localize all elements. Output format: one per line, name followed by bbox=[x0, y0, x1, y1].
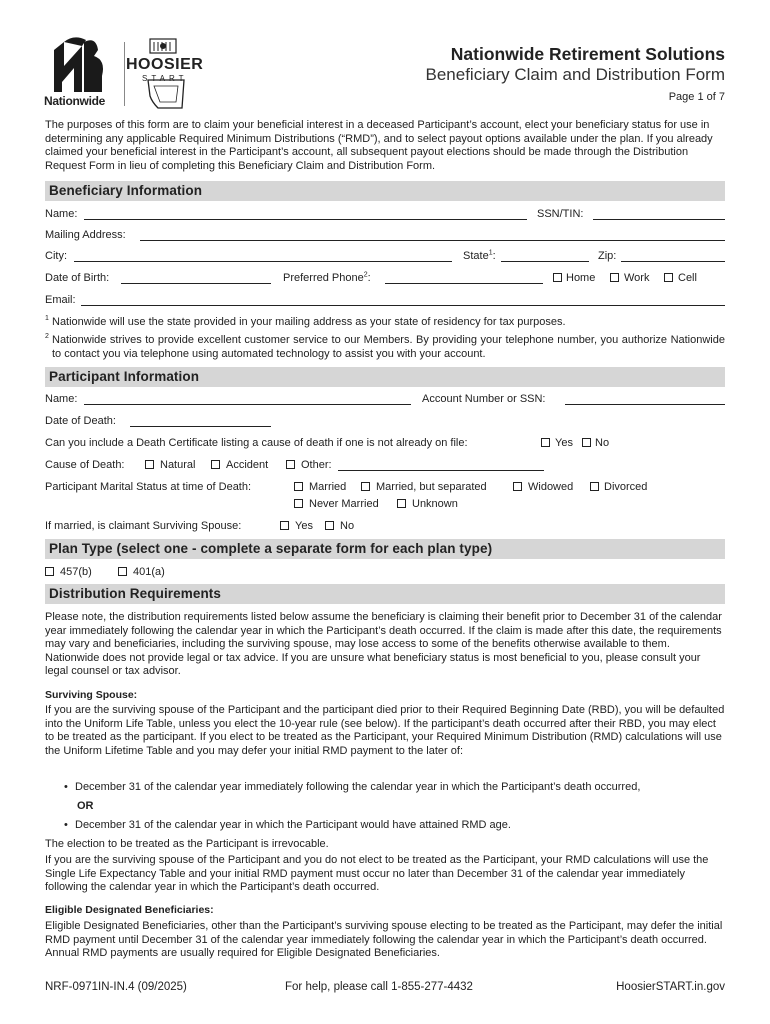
plan-401a-label: 401(a) bbox=[133, 566, 165, 578]
form-code: NRF-0971IN-IN.4 (09/2025) bbox=[45, 981, 187, 993]
cell-label: Cell bbox=[678, 272, 697, 284]
death-cert-no-checkbox[interactable] bbox=[582, 438, 591, 447]
phone-label: Preferred Phone$^2$: bbox=[283, 271, 371, 284]
dob-field[interactable] bbox=[121, 283, 271, 284]
spouse-no-checkbox[interactable] bbox=[325, 521, 334, 530]
participant-name-label: Name: bbox=[45, 393, 78, 405]
work-label: Work bbox=[624, 272, 650, 284]
plan-457b-label: 457(b) bbox=[60, 566, 92, 578]
surviving-spouse-heading: Surviving Spouse: bbox=[45, 689, 138, 701]
nationwide-logo bbox=[44, 36, 120, 110]
footnote-2-number: 2 bbox=[45, 333, 49, 340]
unknown-checkbox[interactable] bbox=[397, 499, 406, 508]
city-label: City: bbox=[45, 250, 67, 262]
nationwide-eagle-icon bbox=[44, 36, 120, 94]
section-plan-type bbox=[45, 539, 725, 559]
married-label: Married bbox=[309, 481, 347, 493]
section-heading: Distribution Requirements bbox=[49, 586, 222, 601]
accident-label: Accident bbox=[226, 459, 269, 471]
natural-label: Natural bbox=[160, 459, 196, 471]
state-label-text: State bbox=[463, 250, 489, 262]
state-footnote-ref: 1 bbox=[488, 249, 493, 257]
phone-field[interactable] bbox=[385, 283, 543, 284]
marital-status-label: Participant Marital Status at time of Death: bbox=[45, 481, 252, 493]
section-heading: Participant Information bbox=[49, 369, 200, 384]
email-field[interactable] bbox=[81, 305, 725, 306]
zip-field[interactable] bbox=[621, 261, 725, 262]
page-title: Nationwide Retirement Solutions bbox=[450, 44, 725, 64]
plan-457b-checkbox[interactable] bbox=[45, 567, 54, 576]
death-cert-yes-label: Yes bbox=[555, 437, 573, 449]
widowed-label: Widowed bbox=[528, 481, 574, 493]
never-married-label: Never Married bbox=[309, 498, 379, 510]
section-distribution-requirements bbox=[45, 584, 725, 604]
death-cert-no-label: No bbox=[595, 437, 610, 449]
distribution-note: Please note, the distribution requirements listed below assume the beneficiary is claiming their benefit prior to December 31 of the calendar year immediately following the calendar year in which the Participant’s death occurred. If the claim is made after this date, the requirements may vary and beneficiaries, including the surviving spouse, may lose access to some of the benefits otherwise available to them. Nationwide does not provide legal or tax advice. If you are unsure what beneficiary status is most beneficial to you, please consult your legal counsel or tax advisor. bbox=[45, 611, 722, 678]
page-number: Page 1 of 7 bbox=[668, 91, 725, 103]
spouse-yes-checkbox[interactable] bbox=[280, 521, 289, 530]
work-checkbox[interactable] bbox=[610, 273, 619, 282]
logo-divider bbox=[124, 42, 125, 106]
widowed-checkbox[interactable] bbox=[513, 482, 522, 491]
section-heading: Plan Type (select one - complete a separate form for each plan type) bbox=[49, 541, 493, 556]
divorced-label: Divorced bbox=[604, 481, 648, 493]
footnote-2: Nationwide strives to provide excellent customer service to our Members. By providing your telephone number, you authorize Nationwide to contact you via telephone using automated technology to assist you with your account. bbox=[52, 334, 725, 360]
surviving-spouse-text: If you are the surviving spouse of the Participant and the participant died prior to their Required Beginning Date (RBD), you will be defaulted into the Uniform Life Table, unless you elect the 10-year rule (see below). If the participant’s death occurred after their RBD, you may elect to be treated as the participant. If you elect to be treated as the Participant, your Required Minimum Distribution (RMD) calculations will use the Uniform Lifetime Table and you may defer your initial RMD payment to the later of: bbox=[45, 704, 725, 757]
plan-401a-checkbox[interactable] bbox=[118, 567, 127, 576]
home-label: Home bbox=[566, 272, 596, 284]
other-label: Other: bbox=[301, 459, 332, 471]
ssn-label: SSN/TIN: bbox=[537, 208, 584, 220]
footnote-1-number: 1 bbox=[45, 315, 49, 322]
mailing-address-label: Mailing Address: bbox=[45, 229, 126, 241]
dod-field[interactable] bbox=[130, 426, 271, 427]
beneficiary-name-label: Name: bbox=[45, 208, 78, 220]
never-married-checkbox[interactable] bbox=[294, 499, 303, 508]
not-elect-text: If you are the surviving spouse of the Participant and you do not elect to be treated as the Participant, your RMD calculations will use the Single Life Expectancy Table and your initial RMD payment must occur no later than December 31 of the calendar year immediately following the calendar year in which the Participant’s death occurred. bbox=[45, 854, 709, 894]
state-field[interactable] bbox=[501, 261, 589, 262]
unknown-label: Unknown bbox=[412, 498, 458, 510]
ssn-field[interactable] bbox=[593, 219, 725, 220]
cause-label: Cause of Death: bbox=[45, 459, 125, 471]
state-label: State$^1$: bbox=[463, 249, 496, 262]
married-separated-checkbox[interactable] bbox=[361, 482, 370, 491]
bullet-dot: • bbox=[64, 819, 68, 831]
city-field[interactable] bbox=[74, 261, 452, 262]
edb-heading: Eligible Designated Beneficiaries: bbox=[45, 904, 214, 916]
participant-name-field[interactable] bbox=[84, 404, 411, 405]
cell-checkbox[interactable] bbox=[664, 273, 673, 282]
married-separated-label: Married, but separated bbox=[376, 481, 487, 493]
start-wordmark: START bbox=[142, 74, 188, 83]
edb-text: Eligible Designated Beneficiaries, other than the Participant’s surviving spouse electing to be treated as the Participant, may defer the initial RMD payment until December 31 of the calendar year immediately following the calendar year in which the Participant’s death occurred. Annual RMD payments are usually required for Eligible Designated Beneficiaries. bbox=[45, 920, 723, 960]
intro-paragraph: The purposes of this form are to claim your beneficial interest in a deceased Participant’s account, elect your beneficiary status for use in determining any applicable Required Minimum Distributions (“RMD”), and to select payout options available under the plan. If you already claimed your beneficial interest in the Participant’s account, all subsequent payout elections should be made through the Distribution Request Form in lieu of completing this Beneficiary Claim and Distribution Form. bbox=[45, 119, 713, 172]
natural-checkbox[interactable] bbox=[145, 460, 154, 469]
mailing-address-field[interactable] bbox=[140, 240, 725, 241]
spouse-yes-label: Yes bbox=[295, 520, 313, 532]
surviving-spouse-question: If married, is claimant Surviving Spouse: bbox=[45, 520, 242, 532]
phone-label-text: Preferred Phone bbox=[283, 272, 364, 284]
help-phone: For help, please call 1-855-277-4432 bbox=[285, 981, 473, 993]
section-participant-information bbox=[45, 367, 725, 387]
section-heading: Beneficiary Information bbox=[49, 183, 203, 198]
death-certificate-question: Can you include a Death Certificate listing a cause of death if one is not already on file: bbox=[45, 437, 468, 449]
dob-label: Date of Birth: bbox=[45, 272, 110, 284]
bullet-2-text: December 31 of the calendar year in which the Participant would have attained RMD age. bbox=[75, 819, 511, 831]
irrevocable-text: The election to be treated as the Participant is irrevocable. bbox=[45, 838, 329, 850]
hoosier-wordmark: HOOSIER bbox=[126, 56, 204, 73]
zip-label: Zip: bbox=[598, 250, 617, 262]
other-cause-field[interactable] bbox=[338, 470, 544, 471]
website: HoosierSTART.in.gov bbox=[616, 981, 725, 993]
bullet-dot: • bbox=[64, 781, 68, 793]
death-cert-yes-checkbox[interactable] bbox=[541, 438, 550, 447]
footnote-1: Nationwide will use the state provided in your mailing address as your state of residency for tax purposes. bbox=[52, 316, 566, 328]
phone-footnote-ref: 2 bbox=[363, 271, 368, 279]
home-checkbox[interactable] bbox=[553, 273, 562, 282]
bullet-1-text: December 31 of the calendar year immediately following the calendar year in which the Participant’s death occurred, bbox=[75, 781, 641, 793]
or-text: OR bbox=[77, 800, 94, 812]
nationwide-wordmark: Nationwide bbox=[44, 94, 106, 108]
dod-label: Date of Death: bbox=[45, 415, 116, 427]
other-checkbox[interactable] bbox=[286, 460, 295, 469]
email-label: Email: bbox=[45, 294, 76, 306]
accident-checkbox[interactable] bbox=[211, 460, 220, 469]
divorced-checkbox[interactable] bbox=[590, 482, 599, 491]
account-label: Account Number or SSN: bbox=[422, 393, 546, 405]
beneficiary-name-field[interactable] bbox=[84, 219, 527, 220]
account-field[interactable] bbox=[565, 404, 725, 405]
section-beneficiary-information bbox=[45, 181, 725, 201]
spouse-no-label: No bbox=[340, 520, 355, 532]
married-checkbox[interactable] bbox=[294, 482, 303, 491]
hoosier-start-logo bbox=[128, 36, 202, 112]
page-subtitle: Beneficiary Claim and Distribution Form bbox=[425, 65, 725, 84]
